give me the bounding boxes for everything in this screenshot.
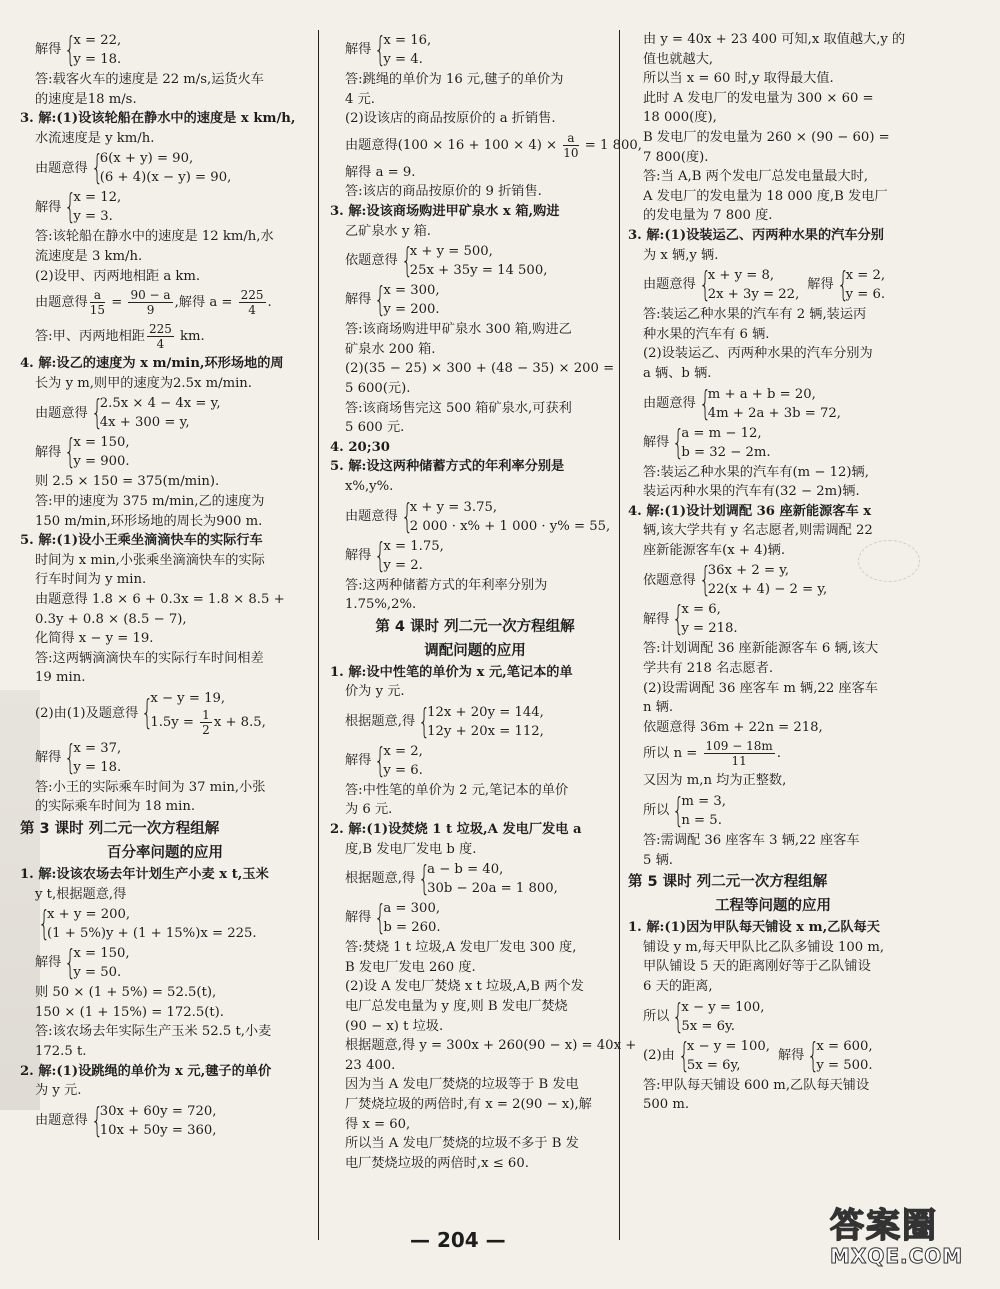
eq-row: x = 2, — [845, 268, 886, 284]
text-line: 由题意得 — [35, 160, 88, 176]
text-line: 因为当 A 发电厂焚烧的垃圾等于 B 发电 — [345, 1077, 579, 1093]
text-line: 答:装运乙种水果的汽车有(m − 12)辆, — [643, 464, 869, 480]
text-line: (2)设需调配 36 座客车 m 辆,22 座客车 — [643, 680, 878, 696]
text-line: x%,y%. — [345, 478, 394, 494]
text-line: (90 − x) t 垃圾. — [345, 1018, 444, 1034]
eq-row: a = 300, — [383, 901, 441, 917]
eq-row: 36x + 2 = y, — [707, 563, 790, 579]
text-line: 所以 — [643, 803, 670, 819]
text-line: 根据题意,得 — [345, 871, 416, 887]
equation-system: 解得 { x = 150, y = 50. — [35, 943, 130, 984]
text-line: 流速度是 3 km/h. — [35, 248, 143, 264]
eq-row: x = 12, — [73, 190, 122, 206]
eq-row: 6(x + y) = 90, — [99, 151, 194, 167]
fraction — [128, 288, 172, 317]
text-line: 值也就越大, — [643, 51, 714, 67]
section-subheading: 工程等问题的应用 — [715, 898, 831, 915]
text-span: ,解得 a = — [174, 295, 237, 311]
fraction-line — [628, 737, 918, 771]
eq-row: 5x = 6y, — [686, 1057, 741, 1073]
eq-row: b = 260. — [383, 920, 441, 936]
equation-system: 根据题意,得 { 12x + 20y = 144, 12y + 20x = 112, — [345, 701, 544, 742]
text-line: 5 600(元). — [345, 380, 411, 396]
text-line: (2)设 A 发电厂焚烧 x t 垃圾,A,B 两个发 — [345, 979, 584, 995]
text-line: 行车时间为 y min. — [35, 572, 147, 588]
numerator: 90 − a — [130, 288, 171, 303]
watermark-logo — [830, 1188, 990, 1278]
numerator: 109 − 18m — [705, 739, 773, 754]
eq-row: 30x + 60y = 720, — [99, 1103, 217, 1119]
text-line: 所以当 A 发电厂焚烧的垃圾不多于 B 发 — [345, 1136, 579, 1152]
text-line: 得 x = 60, — [345, 1116, 411, 1132]
eq-row: x = 300, — [383, 283, 440, 299]
text-line: 解得 — [35, 42, 62, 58]
text-line: 150 m/min,环形场地的周长为900 m. — [35, 513, 263, 529]
eq-row: a = m − 12, — [681, 425, 762, 441]
text-line: 电厂总发电量为 y 度,则 B 发电厂焚烧 — [345, 999, 568, 1015]
fraction — [90, 288, 105, 317]
text-line: 解得 — [643, 611, 670, 627]
text-line: 为 x 辆,y 辆. — [643, 247, 719, 263]
equation-system: 解得 { x = 6, y = 218. — [643, 599, 738, 640]
text-line: 解得 a = 9. — [345, 164, 416, 180]
equation-system: 根据题意,得 { a − b = 40, 30b − 20a = 1 800, — [345, 859, 558, 900]
eq-row: n = 5. — [681, 813, 722, 829]
numerator: 225 — [240, 288, 264, 303]
denominator: 4 — [156, 337, 165, 352]
text-line: B 发电厂发电 260 度. — [345, 959, 476, 975]
text-line: 答:装运乙种水果的汽车有 2 辆,装运丙 — [643, 307, 867, 323]
text-line: 解得 — [35, 750, 62, 766]
text-line: 水流速度是 y km/h. — [35, 130, 155, 146]
problem-start: 3. 解:(1)设该轮船在静水中的速度是 x km/h, — [20, 111, 296, 127]
text-line: 答:这两种储蓄方式的年利率分别为 — [345, 577, 548, 593]
eq-row: y = 6. — [383, 762, 423, 778]
text-line: (2)设该店的商品按原价的 a 折销售. — [345, 111, 556, 127]
text-line: 依题意得 — [345, 253, 398, 269]
text-line: 答:跳绳的单价为 16 元,毽子的单价为 — [345, 72, 564, 87]
fraction-line — [330, 129, 642, 163]
text-line: (2)设装运乙、丙两种水果的汽车分别为 — [643, 346, 873, 362]
eq-row: 12x + 20y = 144, — [427, 704, 544, 720]
text-span: 1.5y = — [150, 714, 199, 730]
text-line: 所以当 x = 60 时,y 取得最大值. — [643, 71, 834, 87]
text-line: 答:小王的实际乘车时间为 37 min,小张 — [35, 779, 266, 795]
equation-system: 所以 { x − y = 100, 5x = 6y. — [643, 996, 765, 1037]
eq-row: x + y = 200, — [47, 907, 131, 923]
text-line: (2)设甲、丙两地相距 a km. — [35, 268, 201, 284]
text-line: 由题意得 — [643, 395, 696, 411]
text-line: 答:当 A,B 两个发电厂总发电量最大时, — [643, 169, 869, 185]
text-line: 此时 A 发电厂的发电量为 300 × 60 = — [643, 90, 874, 106]
eq-row: y = 200. — [383, 302, 440, 318]
problem-start: 3. 解:设该商场购进甲矿泉水 x 箱,购进 — [330, 203, 560, 219]
text-line: 答:该商场购进甲矿泉水 300 箱,购进乙 — [345, 322, 572, 338]
text-line: 23 400. — [345, 1057, 396, 1073]
problem-start: 2. 解:(1)设焚烧 1 t 垃圾,A 发电厂发电 a — [330, 822, 582, 838]
denominator: 4 — [248, 303, 256, 318]
text-span: 由题意得 — [35, 295, 88, 311]
text-line: 由 y = 40x + 23 400 可知,x 取值越大,y 的 — [643, 32, 906, 47]
text-line: 19 min. — [35, 670, 86, 686]
text-line: 依题意得 36m + 22n = 218, — [643, 719, 823, 735]
eq-row: x = 1.75, — [383, 538, 444, 554]
numerator: a — [563, 131, 578, 146]
text-line: 答:中性笔的单价为 2 元,笔记本的单价 — [345, 782, 569, 798]
text-line: 答:该轮船在静水中的速度是 12 km/h,水 — [35, 229, 274, 245]
eq-row: x = 150, — [73, 435, 130, 451]
text-line: 依题意得 — [643, 572, 696, 588]
text-span: 解得 — [778, 1047, 805, 1063]
text-line: 500 m. — [643, 1097, 690, 1113]
eq-row: 5x = 6y. — [681, 1018, 735, 1034]
text-line: 答:该店的商品按原价的 9 折销售. — [345, 184, 542, 200]
eq-row: y = 50. — [73, 965, 122, 981]
text-line: 乙矿泉水 y 箱. — [345, 223, 431, 239]
eq-row: 22(x + 4) − 2 = y, — [707, 582, 828, 598]
denominator: 11 — [731, 754, 747, 769]
equation-system: 解得 { a = m − 12, b = 32 − 2m. — [643, 422, 771, 463]
eq-row: y = 18. — [73, 759, 122, 775]
problem-start: 1. 解:设中性笔的单价为 x 元,笔记本的单 — [330, 664, 573, 680]
text-line: 解得 — [345, 910, 372, 926]
text-line: 辆,该大学共有 y 名志愿者,则需调配 22 — [643, 523, 873, 539]
text-line: 18 000(度), — [643, 110, 717, 126]
text-line: 0.3y + 0.8 × (8.5 − 7), — [35, 611, 187, 627]
text-line: 1.75%,2%. — [345, 597, 417, 613]
text-span: 由题意得(100 × 16 + 100 × 4) × — [345, 137, 562, 153]
text-line: 又因为 m,n 均为正整数, — [643, 773, 787, 789]
text-span: 解得 — [807, 277, 834, 293]
text-line: y t,根据题意,得 — [35, 886, 127, 902]
equation-system: 由题意得 { x + y = 8, 2x + 3y = 22, 解得 { x = 2, y = 6. — [643, 265, 886, 306]
text-line: 答:这两辆滴滴快车的实际行车时间相差 — [35, 650, 264, 666]
text-line: 解得 — [345, 42, 372, 58]
text-line: 铺设 y m,每天甲队比乙队多铺设 100 m, — [643, 939, 885, 955]
eq-row: 2 000 · x% + 1 000 · y% = 55, — [409, 518, 611, 534]
text-line: 答:甲队每天铺设 600 m,乙队每天铺设 — [643, 1077, 870, 1093]
fraction — [704, 739, 775, 768]
text-line: 由题意得 — [643, 277, 696, 293]
denominator: 15 — [89, 303, 106, 318]
text-line: 由题意得 — [345, 508, 398, 524]
text-line: 6 天的距离, — [643, 979, 713, 994]
fraction-line — [20, 320, 310, 354]
problem-start: 1. 解:(1)因为甲队每天铺设 x m,乙队每天 — [628, 920, 880, 936]
text-line: 的速度是18 m/s. — [35, 91, 137, 107]
equation-system: 解得 { a = 300, b = 260. — [345, 898, 441, 939]
eq-row: 2.5x × 4 − 4x = y, — [99, 396, 221, 412]
equation-system: 解得 { x = 22, y = 18. — [35, 30, 122, 70]
fraction-line — [20, 286, 310, 320]
eq-row: y = 218. — [681, 621, 738, 637]
eq-row: (6 + 4)(x − y) = 90, — [99, 170, 232, 186]
text-line: 7 800(度). — [643, 149, 709, 165]
text-line: 甲队铺设 5 天的距离刚好等于乙队铺设 — [643, 959, 871, 975]
text-line: 解得 — [35, 444, 62, 460]
equation-system: 解得 { x = 37, y = 18. — [35, 737, 122, 778]
eq-row: m = 3, — [681, 794, 726, 810]
text-span: 所以 n = — [643, 746, 702, 762]
section-heading: 第 3 课时 列二元一次方程组解 — [20, 821, 220, 838]
eq-row: x = 6, — [681, 602, 721, 618]
text-line: 5 辆. — [643, 852, 673, 868]
text-line: 为 6 元. — [345, 802, 393, 818]
text-line: 答:甲的速度为 375 m/min,乙的速度为 — [35, 493, 265, 509]
watermark-logo-text: 答案圈 — [830, 1206, 938, 1246]
page-number: — 204 — — [410, 1228, 506, 1252]
text-line: 5 600 元. — [345, 420, 405, 436]
eq-row: a − b = 40, — [427, 862, 504, 878]
text-line: 4 元. — [345, 91, 375, 107]
text-line: 解得 — [345, 292, 372, 308]
equation-system: 所以 { m = 3, n = 5. — [643, 791, 726, 832]
eq-row: 30b − 20a = 1 800, — [427, 881, 558, 897]
eq-row: x − y = 19, — [150, 690, 226, 706]
eq-row: 2x + 3y = 22, — [707, 287, 800, 303]
text-line: 根据题意,得 y = 300x + 260(90 − x) = 40x + — [345, 1038, 637, 1054]
text-line: 则 50 × (1 + 5%) = 52.5(t), — [35, 985, 217, 1001]
text-line: 由题意得 1.8 × 6 + 0.3x = 1.8 × 8.5 + — [35, 591, 285, 607]
text-line: 根据题意,得 — [345, 714, 416, 730]
eq-row: x = 150, — [73, 946, 130, 962]
text-line: 矿泉水 200 箱. — [345, 341, 436, 357]
text-line: 化简得 x − y = 19. — [35, 631, 154, 647]
equation-system: (2)由 { x − y = 100, 5x = 6y, 解得 { x = 600, y = 500. — [643, 1035, 873, 1076]
eq-row: m + a + b = 20, — [707, 386, 816, 402]
problem-start: 2. 解:(1)设跳绳的单价为 x 元,毽子的单价 — [20, 1063, 272, 1079]
text-line: 解得 — [345, 547, 372, 563]
text-line: 答:该农场去年实际生产玉米 52.5 t,小麦 — [35, 1024, 272, 1040]
equation-system: 由题意得 { m + a + b = 20, 4m + 2a + 3b = 72, — [643, 383, 842, 424]
text-line: (2)由(1)及题意得 — [35, 705, 139, 721]
section-subheading: 调配问题的应用 — [424, 642, 526, 659]
eq-row: x − y = 100, — [681, 999, 765, 1015]
text-line: 电厂焚烧垃圾的两倍时,x ≤ 60. — [345, 1155, 529, 1171]
text-line: B 发电厂的发电量为 260 × (90 − 60) = — [643, 129, 890, 145]
eq-row: y = 2. — [383, 557, 423, 573]
text-span: 答:甲、丙两地相距 — [35, 329, 145, 345]
eq-row: 12y + 20x = 112, — [427, 723, 544, 739]
column-1 — [20, 30, 310, 1141]
equation-system: 由题意得 { 30x + 60y = 720, 10x + 50y = 360, — [35, 1100, 217, 1141]
equation-system: (2)由(1)及题意得 { x − y = 19, 1.5y = $\frac{1}{2}$ x + 8.5, — [35, 690, 266, 737]
eq-row: y = 4. — [383, 52, 423, 67]
eq-row: (1 + 5%)y + (1 + 15%)x = 225. — [47, 926, 257, 942]
text-line: 答:该商场售完这 500 箱矿泉水,可获利 — [345, 400, 572, 416]
text-line: n 辆. — [643, 700, 674, 716]
text-line: 解得 — [643, 434, 670, 450]
eq-row: x + y = 8, — [707, 268, 775, 284]
denominator: 9 — [146, 303, 155, 318]
equation-system: 依题意得 { 36x + 2 = y, 22(x + 4) − 2 = y, — [643, 560, 828, 601]
text-span: = — [107, 295, 127, 311]
text-line: 时间为 x min,小张乘坐滴滴快车的实际 — [35, 552, 265, 568]
text-line: 价为 y 元. — [345, 684, 405, 700]
equation-system: 解得 { x = 2, y = 6. — [345, 740, 423, 781]
eq-row: x − y = 100, — [686, 1038, 770, 1054]
problem-start: 3. 解:(1)设装运乙、丙两种水果的汽车分别 — [628, 227, 884, 243]
text-line: 为 y 元. — [35, 1083, 82, 1099]
equation-system: 解得 { x = 300, y = 200. — [345, 280, 440, 321]
fraction — [563, 131, 578, 160]
text-line: 由题意得 — [35, 1113, 88, 1129]
text-line: 答:载客火车的速度是 22 m/s,运货火车 — [35, 72, 264, 87]
section-heading: 第 5 课时 列二元一次方程组解 — [628, 874, 828, 891]
text-span: . — [267, 295, 272, 311]
text-line: 的发电量为 7 800 度. — [643, 208, 773, 224]
eq-row: y = 18. — [73, 52, 122, 67]
eq-row: y = 3. — [73, 209, 113, 225]
eq-row: x + y = 3.75, — [409, 499, 498, 515]
eq-row: y = 900. — [73, 454, 130, 470]
eq-row: x + y = 500, — [409, 244, 493, 260]
text-span: km. — [175, 329, 205, 345]
text-line: 答:需调配 36 座客车 3 辆,22 座客车 — [643, 833, 860, 849]
equation-system: 解得 { x = 12, y = 3. — [35, 187, 122, 228]
equation-system: 由题意得 { 2.5x × 4 − 4x = y, 4x + 300 = y, — [35, 393, 221, 434]
text-line: 学共有 218 名志愿者. — [643, 661, 774, 677]
watermark-url: MXQE.COM — [830, 1244, 964, 1268]
text-line: 长为 y m,则甲的速度为2.5x m/min. — [35, 375, 252, 391]
text-line: 种水果的汽车有 6 辆. — [643, 326, 770, 342]
eq-row: 25x + 35y = 14 500, — [409, 263, 548, 279]
text-line: 解得 — [35, 955, 62, 971]
numerator: 225 — [148, 322, 172, 337]
denominator: 2 — [202, 722, 210, 737]
eq-row: x = 22, — [73, 33, 122, 48]
fraction — [147, 322, 174, 351]
equation-system: 由题意得 { x + y = 3.75, 2 000 · x% + 1 000 · y% = 55, — [345, 496, 611, 537]
eq-row: x = 16, — [383, 33, 432, 48]
section-subheading: 百分率问题的应用 — [107, 845, 223, 862]
eq-row: 4x + 300 = y, — [99, 415, 190, 431]
column-divider-1 — [318, 30, 319, 1240]
equation-system: 依题意得 { x + y = 500, 25x + 35y = 14 500, — [345, 241, 548, 282]
equation-system: 解得 { x = 16, y = 4. — [345, 30, 432, 70]
fraction — [239, 288, 266, 317]
eq-row: x = 37, — [73, 740, 122, 756]
equation-system: 由题意得 { 6(x + y) = 90, (6 + 4)(x − y) = 90, — [35, 148, 232, 189]
equation-system: 解得 { x = 1.75, y = 2. — [345, 535, 444, 576]
text-line: (2)(35 − 25) × 300 + (48 − 35) × 200 = — [345, 361, 615, 377]
problem-start: 4. 解:(1)设计划调配 36 座新能源客车 x — [628, 503, 872, 519]
text-line: 答:焚烧 1 t 垃圾,A 发电厂发电 300 度, — [345, 940, 577, 956]
section-heading: 第 4 课时 列二元一次方程组解 — [375, 618, 575, 635]
text-line: 的实际乘车时间为 18 min. — [35, 799, 196, 815]
problem-start: 5. 解:设这两种储蓄方式的年利率分别是 — [330, 459, 565, 475]
problem-start: 4. 解:设乙的速度为 x m/min,环形场地的周 — [20, 356, 284, 372]
text-line: 由题意得 — [35, 405, 88, 421]
denominator: 10 — [563, 145, 579, 160]
eq-row: 4m + 2a + 3b = 72, — [707, 405, 842, 421]
text-line: a 辆、b 辆. — [643, 365, 712, 381]
text-line: 装运丙种水果的汽车有(32 − 2m)辆. — [643, 484, 860, 500]
text-line: 厂焚烧垃圾的两倍时,有 x = 2(90 − x),解 — [345, 1097, 592, 1112]
fraction — [200, 708, 212, 737]
eq-row: b = 32 − 2m. — [681, 444, 771, 460]
eq-row: y = 500. — [816, 1057, 873, 1073]
text-line: 172.5 t. — [35, 1044, 87, 1060]
problem-start: 4. 20;30 — [330, 439, 390, 455]
text-span: . — [776, 746, 781, 762]
eq-row: 10x + 50y = 360, — [99, 1122, 217, 1138]
problem-start: 1. 解:设该农场去年计划生产小麦 x t,玉米 — [20, 867, 269, 883]
text-line: 则 2.5 × 150 = 375(m/min). — [35, 474, 220, 490]
text-line: 解得 — [35, 199, 62, 215]
text-line: 解得 — [345, 753, 372, 769]
text-line: 150 × (1 + 15%) = 172.5(t). — [35, 1004, 224, 1020]
eq-row — [150, 708, 266, 738]
faint-stamp — [858, 540, 920, 582]
text-span: = 1 800, — [580, 137, 642, 153]
text-line: 座新能源客车(x + 4)辆. — [643, 542, 786, 558]
equation-system: 解得 { x = 150, y = 900. — [35, 432, 130, 473]
eq-row: y = 6. — [845, 287, 886, 303]
eq-row: x = 600, — [816, 1038, 873, 1054]
text-span: x + 8.5, — [213, 714, 266, 730]
text-line: 所以 — [643, 1008, 670, 1024]
numerator: 1 — [202, 707, 210, 722]
column-2 — [330, 30, 642, 1173]
eq-row: x = 2, — [383, 743, 423, 759]
text-line: 答:计划调配 36 座新能源客车 6 辆,该大 — [643, 641, 879, 657]
text-line: 度,B 发电厂发电 b 度. — [345, 841, 477, 857]
text-line: A 发电厂的发电量为 18 000 度,B 发电厂 — [643, 188, 888, 204]
text-line: (2)由 — [643, 1047, 675, 1063]
numerator: a — [90, 288, 105, 303]
problem-start: 5. 解:(1)设小王乘坐滴滴快车的实际行车 — [20, 533, 263, 549]
equation-system: { x + y = 200, (1 + 5%)y + (1 + 15%)x = 225. — [38, 904, 257, 945]
